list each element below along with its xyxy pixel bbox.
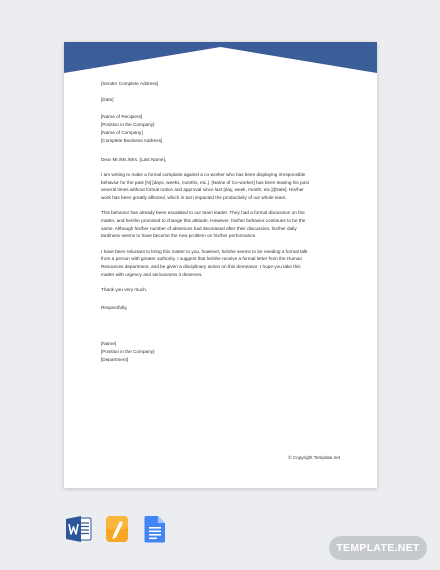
signature-line: [Name] xyxy=(101,341,117,347)
copyright-text: © Copyright Template.net xyxy=(288,455,340,460)
body-line: Resources department, and be given a disciplinary action on this demeanor. I hope you take this xyxy=(101,263,301,269)
signature-line: [Position in the Company] xyxy=(101,348,155,354)
google-docs-icon[interactable] xyxy=(144,515,166,548)
header-band xyxy=(64,42,377,82)
body-line: I am writing to make a formal complaint against a co-worker who has been displaying irresponsible xyxy=(101,171,306,177)
body-line: This behavior has already been escalated to our team leader. They had a formal discussion on the xyxy=(101,210,305,216)
body-line: tardiness seems to have become the new problem on his/her performance. xyxy=(101,233,257,239)
body-paragraph xyxy=(101,248,341,279)
signature-line: [Department] xyxy=(101,356,129,362)
recipient-line: [Complete Business Address] xyxy=(101,137,163,143)
body-line: work has been greatly affected, which in turn impacted the productivity of our whole team. xyxy=(101,195,287,201)
salutation: Dear Mr./Ms./Mrs. [Last Name], xyxy=(101,157,167,163)
pages-icon[interactable] xyxy=(105,515,129,548)
sender-address: [Sender Complete Address] xyxy=(101,81,159,86)
signature-block xyxy=(101,340,341,363)
word-icon[interactable] xyxy=(66,515,92,548)
template-net-badge[interactable]: TEMPLATE.NET xyxy=(329,536,427,560)
body-paragraph xyxy=(101,209,341,240)
body-line: from a person with greater authority. I suggest that he/she receive a formal letter from the Human xyxy=(101,256,303,262)
letter-page xyxy=(64,42,377,488)
recipient-line: [Name of Recipient] xyxy=(101,114,143,120)
body-line: matter with urgency and seriousness it deserves. xyxy=(101,271,203,277)
body-line: behavior for the past [N] [days, weeks, months, etc.]. [Name of Co-worker] has been leaving his post xyxy=(101,179,309,185)
thanks-line: Thank you very much. xyxy=(101,286,148,292)
body-line: I have been reluctant to bring this matter to you, however, he/she seems to be needing a formal talk xyxy=(101,248,308,254)
body-line: same. Although his/her number of absences had decreased after their discussion, his/her daily xyxy=(101,225,297,231)
letter-date: [Date] xyxy=(101,96,114,102)
body-paragraph xyxy=(101,171,341,202)
letter-content xyxy=(101,80,341,363)
recipient-line: [Name of Company] xyxy=(101,129,143,135)
body-line: matter, and he/she promised to change this attitude. However, his/her behavior continues to be the xyxy=(101,217,306,223)
body-line: several times without formal notice and approval since last [day, week, month, etc.]/[Date]. His/her xyxy=(101,187,304,193)
recipient-block xyxy=(101,113,341,144)
closing-line: Respectfully, xyxy=(101,304,128,310)
recipient-line: [Position in the Company] xyxy=(101,122,155,128)
